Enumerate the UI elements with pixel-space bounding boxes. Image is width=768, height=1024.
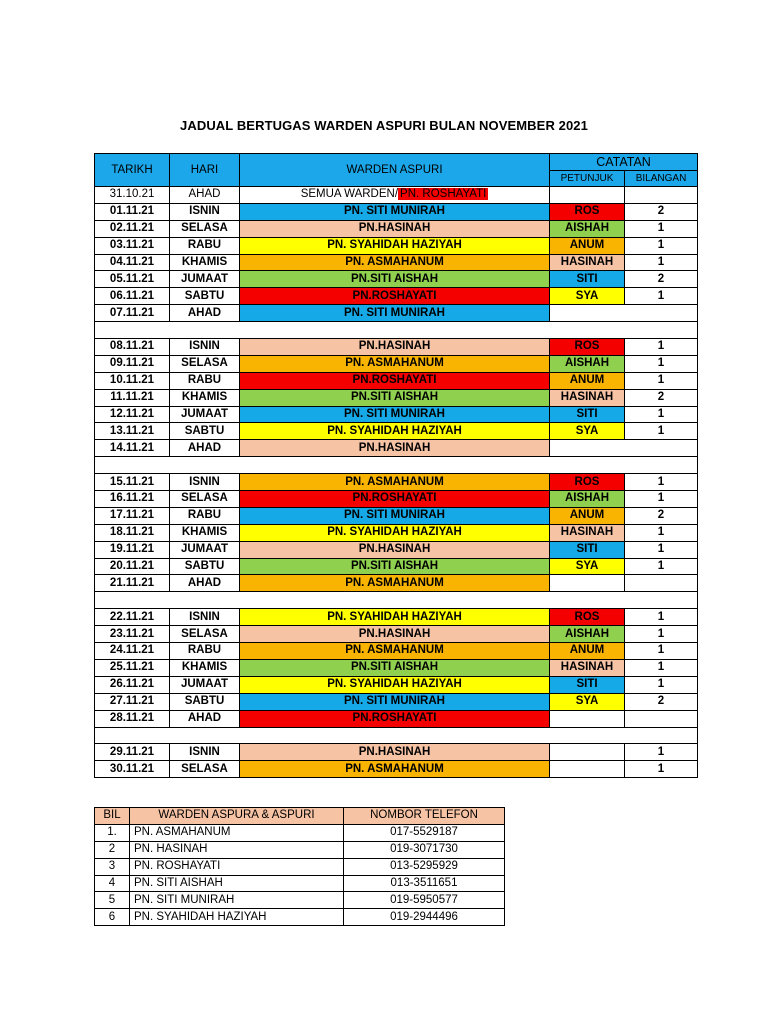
warden-name-cell: PN. ASMAHANUM xyxy=(130,824,344,841)
day-cell: JUMAAT xyxy=(170,271,240,288)
warden-phone-table xyxy=(94,807,505,926)
day-cell: ISNIN xyxy=(170,339,240,356)
bilangan-cell: 2 xyxy=(625,389,698,406)
duty-row xyxy=(95,744,698,761)
duty-row xyxy=(95,507,698,524)
warden-cell: PN.HASINAH xyxy=(240,339,550,356)
date-cell: 25.11.21 xyxy=(95,659,170,676)
petunjuk-cell xyxy=(550,710,625,727)
petunjuk-cell: ANUM xyxy=(550,643,625,660)
day-cell: SELASA xyxy=(170,626,240,643)
duty-row xyxy=(95,355,698,372)
warden-cell: PN.SITI AISHAH xyxy=(240,558,550,575)
duty-row xyxy=(95,254,698,271)
date-cell: 23.11.21 xyxy=(95,626,170,643)
petunjuk-cell: AISHAH xyxy=(550,491,625,508)
day-cell: AHAD xyxy=(170,575,240,592)
warden-name-cell: PN. ROSHAYATI xyxy=(130,858,344,875)
date-cell: 17.11.21 xyxy=(95,507,170,524)
day-cell: RABU xyxy=(170,507,240,524)
day-cell: JUMAAT xyxy=(170,541,240,558)
duty-row xyxy=(95,626,698,643)
petunjuk-cell: HASINAH xyxy=(550,254,625,271)
warden-cell: PN. ASMAHANUM xyxy=(240,643,550,660)
duty-row xyxy=(95,710,698,727)
phone-header-row xyxy=(95,808,505,825)
warden-cell: PN. SITI MUNIRAH xyxy=(240,305,550,322)
date-cell: 30.11.21 xyxy=(95,761,170,778)
petunjuk-cell: SYA xyxy=(550,288,625,305)
petunjuk-cell: SITI xyxy=(550,541,625,558)
bilangan-cell: 2 xyxy=(625,203,698,220)
date-cell: 18.11.21 xyxy=(95,524,170,541)
bilangan-cell: 1 xyxy=(625,474,698,491)
duty-row xyxy=(95,339,698,356)
duty-row xyxy=(95,372,698,389)
bilangan-cell: 1 xyxy=(625,355,698,372)
petunjuk-cell: ANUM xyxy=(550,372,625,389)
date-cell: 19.11.21 xyxy=(95,541,170,558)
duty-row xyxy=(95,761,698,778)
petunjuk-cell: HASINAH xyxy=(550,659,625,676)
warden-cell: PN. SITI MUNIRAH xyxy=(240,693,550,710)
bilangan-cell: 1 xyxy=(625,626,698,643)
petunjuk-cell: ROS xyxy=(550,203,625,220)
duty-row xyxy=(95,524,698,541)
spacer-cell xyxy=(95,322,698,339)
bilangan-cell: 1 xyxy=(625,524,698,541)
phone-number-cell: 013-5295929 xyxy=(344,858,505,875)
day-cell: SELASA xyxy=(170,220,240,237)
bilangan-cell: 2 xyxy=(625,271,698,288)
day-cell: SABTU xyxy=(170,558,240,575)
date-cell: 10.11.21 xyxy=(95,372,170,389)
bilangan-cell: 2 xyxy=(625,507,698,524)
warden-cell: PN.ROSHAYATI xyxy=(240,491,550,508)
duty-row xyxy=(95,440,698,457)
date-cell: 20.11.21 xyxy=(95,558,170,575)
petunjuk-cell: SITI xyxy=(550,676,625,693)
phone-number-cell: 019-3071730 xyxy=(344,841,505,858)
warden-name-cell: PN. SITI MUNIRAH xyxy=(130,892,344,909)
warden-cell: PN. ASMAHANUM xyxy=(240,474,550,491)
bilangan-cell: 1 xyxy=(625,541,698,558)
duty-row xyxy=(95,609,698,626)
warden-cell: PN. SYAHIDAH HAZIYAH xyxy=(240,524,550,541)
bilangan-cell xyxy=(625,575,698,592)
petunjuk-cell: SITI xyxy=(550,271,625,288)
spacer-row xyxy=(95,592,698,609)
petunjuk-cell: AISHAH xyxy=(550,626,625,643)
catatan-empty-cell xyxy=(550,305,698,322)
phone-number-cell: 013-3511651 xyxy=(344,875,505,892)
bilangan-cell: 1 xyxy=(625,491,698,508)
warden-cell: PN. ASMAHANUM xyxy=(240,761,550,778)
warden-cell: PN. SITI MUNIRAH xyxy=(240,406,550,423)
phone-row xyxy=(95,824,505,841)
day-cell: SELASA xyxy=(170,761,240,778)
warden-name-cell: PN. SYAHIDAH HAZIYAH xyxy=(130,909,344,926)
warden-cell: PN. SITI MUNIRAH xyxy=(240,203,550,220)
petunjuk-cell xyxy=(550,744,625,761)
warden-cell: PN.SITI AISHAH xyxy=(240,389,550,406)
date-cell: 26.11.21 xyxy=(95,676,170,693)
duty-row xyxy=(95,659,698,676)
day-cell: JUMAAT xyxy=(170,406,240,423)
duty-row xyxy=(95,220,698,237)
warden-cell: PN. ASMAHANUM xyxy=(240,254,550,271)
day-cell: AHAD xyxy=(170,305,240,322)
day-cell: RABU xyxy=(170,237,240,254)
bil-cell: 4 xyxy=(95,875,130,892)
date-cell: 05.11.21 xyxy=(95,271,170,288)
bilangan-cell: 1 xyxy=(625,659,698,676)
duty-row xyxy=(95,305,698,322)
date-cell: 29.11.21 xyxy=(95,744,170,761)
petunjuk-cell: AISHAH xyxy=(550,355,625,372)
date-cell: 22.11.21 xyxy=(95,609,170,626)
duty-row xyxy=(95,693,698,710)
day-cell: AHAD xyxy=(170,187,240,204)
day-cell: KHAMIS xyxy=(170,254,240,271)
warden-cell: PN.ROSHAYATI xyxy=(240,288,550,305)
bilangan-cell: 1 xyxy=(625,254,698,271)
date-cell: 03.11.21 xyxy=(95,237,170,254)
header-bil: BIL xyxy=(95,808,130,825)
date-cell: 09.11.21 xyxy=(95,355,170,372)
date-cell: 28.11.21 xyxy=(95,710,170,727)
duty-row xyxy=(95,288,698,305)
duty-row xyxy=(95,491,698,508)
duty-row xyxy=(95,423,698,440)
warden-cell: PN. SYAHIDAH HAZIYAH xyxy=(240,676,550,693)
petunjuk-cell: ROS xyxy=(550,474,625,491)
spacer-cell xyxy=(95,727,698,744)
header-petunjuk: PETUNJUK xyxy=(550,171,625,187)
warden-cell: PN. SYAHIDAH HAZIYAH xyxy=(240,237,550,254)
day-cell: SELASA xyxy=(170,491,240,508)
day-cell: KHAMIS xyxy=(170,524,240,541)
phone-number-cell: 019-5950577 xyxy=(344,892,505,909)
phone-row xyxy=(95,892,505,909)
warden-cell: PN.HASINAH xyxy=(240,744,550,761)
day-cell: SELASA xyxy=(170,355,240,372)
warden-cell: PN. SYAHIDAH HAZIYAH xyxy=(240,423,550,440)
date-cell: 07.11.21 xyxy=(95,305,170,322)
bilangan-cell: 1 xyxy=(625,744,698,761)
date-cell: 27.11.21 xyxy=(95,693,170,710)
date-cell: 24.11.21 xyxy=(95,643,170,660)
day-cell: SABTU xyxy=(170,423,240,440)
header-warden: WARDEN ASPURI xyxy=(240,154,550,187)
spacer-row xyxy=(95,727,698,744)
warden-cell: PN.HASINAH xyxy=(240,220,550,237)
bilangan-cell: 1 xyxy=(625,609,698,626)
bil-cell: 2 xyxy=(95,841,130,858)
day-cell: RABU xyxy=(170,643,240,660)
warden-cell: PN.HASINAH xyxy=(240,541,550,558)
warden-cell: PN.ROSHAYATI xyxy=(240,710,550,727)
date-cell: 04.11.21 xyxy=(95,254,170,271)
warden-cell: PN.SITI AISHAH xyxy=(240,271,550,288)
warden-highlight: PN. ROSHAYATI xyxy=(400,188,487,201)
date-cell: 12.11.21 xyxy=(95,406,170,423)
bilangan-cell: 2 xyxy=(625,693,698,710)
petunjuk-cell: HASINAH xyxy=(550,524,625,541)
warden-prefix: SEMUA WARDEN/ xyxy=(300,188,399,201)
phone-row xyxy=(95,875,505,892)
duty-row xyxy=(95,389,698,406)
day-cell: KHAMIS xyxy=(170,389,240,406)
bilangan-cell: 1 xyxy=(625,406,698,423)
phone-row xyxy=(95,909,505,926)
duty-row xyxy=(95,676,698,693)
bilangan-cell xyxy=(625,187,698,204)
date-cell: 16.11.21 xyxy=(95,491,170,508)
duty-row xyxy=(95,558,698,575)
phone-number-cell: 019-2944496 xyxy=(344,909,505,926)
date-cell: 01.11.21 xyxy=(95,203,170,220)
warden-cell xyxy=(240,187,550,204)
day-cell: JUMAAT xyxy=(170,676,240,693)
petunjuk-cell: ROS xyxy=(550,609,625,626)
bil-cell: 3 xyxy=(95,858,130,875)
warden-cell: PN. SYAHIDAH HAZIYAH xyxy=(240,609,550,626)
date-cell: 13.11.21 xyxy=(95,423,170,440)
date-cell: 31.10.21 xyxy=(95,187,170,204)
page-title: JADUAL BERTUGAS WARDEN ASPURI BULAN NOVEMBER 2021 xyxy=(180,118,588,133)
day-cell: ISNIN xyxy=(170,474,240,491)
header-telefon: NOMBOR TELEFON xyxy=(344,808,505,825)
date-cell: 06.11.21 xyxy=(95,288,170,305)
day-cell: KHAMIS xyxy=(170,659,240,676)
warden-cell: PN. ASMAHANUM xyxy=(240,355,550,372)
warden-cell: PN.HASINAH xyxy=(240,440,550,457)
warden-name-cell: PN. HASINAH xyxy=(130,841,344,858)
petunjuk-cell xyxy=(550,187,625,204)
date-cell: 02.11.21 xyxy=(95,220,170,237)
duty-row xyxy=(95,474,698,491)
day-cell: ISNIN xyxy=(170,609,240,626)
bilangan-cell: 1 xyxy=(625,558,698,575)
bilangan-cell: 1 xyxy=(625,372,698,389)
bilangan-cell: 1 xyxy=(625,288,698,305)
petunjuk-cell: SYA xyxy=(550,423,625,440)
duty-row xyxy=(95,237,698,254)
header-catatan: CATATAN xyxy=(550,154,698,171)
header-hari: HARI xyxy=(170,154,240,187)
bilangan-cell xyxy=(625,710,698,727)
duty-row xyxy=(95,575,698,592)
header-bilangan: BILANGAN xyxy=(625,171,698,187)
date-cell: 21.11.21 xyxy=(95,575,170,592)
petunjuk-cell xyxy=(550,761,625,778)
header-tarikh: TARIKH xyxy=(95,154,170,187)
bilangan-cell: 1 xyxy=(625,423,698,440)
warden-cell: PN.SITI AISHAH xyxy=(240,659,550,676)
phone-number-cell: 017-5529187 xyxy=(344,824,505,841)
day-cell: ISNIN xyxy=(170,203,240,220)
spacer-row xyxy=(95,322,698,339)
day-cell: AHAD xyxy=(170,440,240,457)
bil-cell: 1. xyxy=(95,824,130,841)
day-cell: SABTU xyxy=(170,693,240,710)
bil-cell: 5 xyxy=(95,892,130,909)
header-nama: WARDEN ASPURA & ASPURI xyxy=(130,808,344,825)
date-cell: 15.11.21 xyxy=(95,474,170,491)
petunjuk-cell: ANUM xyxy=(550,237,625,254)
warden-cell: PN. ASMAHANUM xyxy=(240,575,550,592)
bilangan-cell: 1 xyxy=(625,676,698,693)
petunjuk-cell xyxy=(550,575,625,592)
day-cell: RABU xyxy=(170,372,240,389)
duty-header-row xyxy=(95,154,698,171)
date-cell: 08.11.21 xyxy=(95,339,170,356)
day-cell: AHAD xyxy=(170,710,240,727)
bil-cell: 6 xyxy=(95,909,130,926)
phone-row xyxy=(95,858,505,875)
warden-cell: PN.ROSHAYATI xyxy=(240,372,550,389)
spacer-cell xyxy=(95,592,698,609)
date-cell: 14.11.21 xyxy=(95,440,170,457)
petunjuk-cell: SITI xyxy=(550,406,625,423)
petunjuk-cell: AISHAH xyxy=(550,220,625,237)
petunjuk-cell: HASINAH xyxy=(550,389,625,406)
duty-roster-table xyxy=(94,153,698,778)
date-cell: 11.11.21 xyxy=(95,389,170,406)
spacer-row xyxy=(95,457,698,474)
duty-row xyxy=(95,203,698,220)
petunjuk-cell: ROS xyxy=(550,339,625,356)
bilangan-cell: 1 xyxy=(625,220,698,237)
spacer-cell xyxy=(95,457,698,474)
bilangan-cell: 1 xyxy=(625,339,698,356)
warden-cell: PN. SITI MUNIRAH xyxy=(240,507,550,524)
duty-row xyxy=(95,643,698,660)
phone-row xyxy=(95,841,505,858)
bilangan-cell: 1 xyxy=(625,643,698,660)
warden-name-cell: PN. SITI AISHAH xyxy=(130,875,344,892)
duty-row xyxy=(95,541,698,558)
duty-row xyxy=(95,187,698,204)
day-cell: SABTU xyxy=(170,288,240,305)
petunjuk-cell: ANUM xyxy=(550,507,625,524)
bilangan-cell: 1 xyxy=(625,761,698,778)
warden-cell: PN.HASINAH xyxy=(240,626,550,643)
catatan-empty-cell xyxy=(550,440,698,457)
day-cell: ISNIN xyxy=(170,744,240,761)
petunjuk-cell: SYA xyxy=(550,693,625,710)
petunjuk-cell: SYA xyxy=(550,558,625,575)
duty-row xyxy=(95,406,698,423)
duty-row xyxy=(95,271,698,288)
bilangan-cell: 1 xyxy=(625,237,698,254)
